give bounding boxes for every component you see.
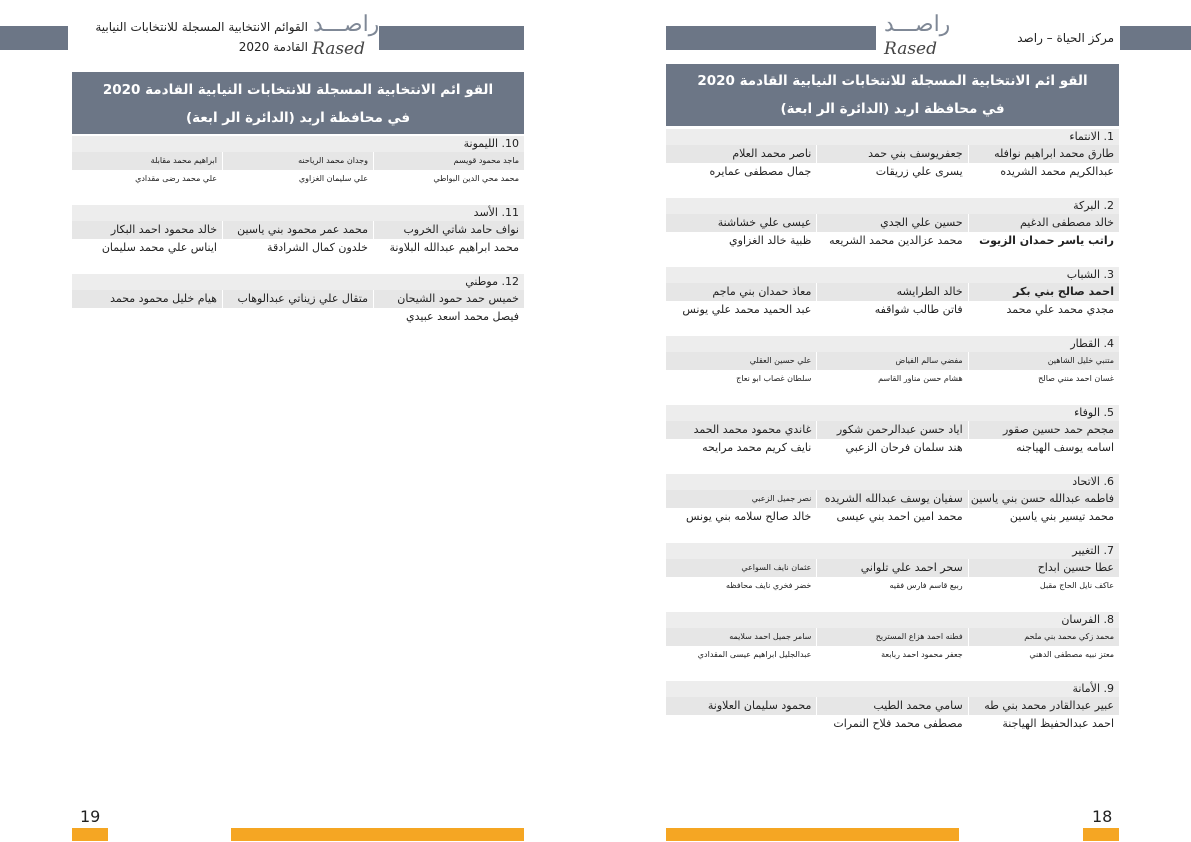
candidate-name: ايناس علي محمد سليمان	[101, 241, 217, 254]
candidate-row	[666, 715, 1119, 733]
candidate-name: احمد عبدالحفيظ الهياجنة	[968, 715, 1119, 733]
left-page-number: 19	[80, 807, 101, 826]
party-list-title: 10. الليمونة	[72, 136, 524, 152]
candidate-name: فاطمه عبدالله حسن بني ياسين	[968, 490, 1119, 508]
candidate-row	[666, 559, 1119, 577]
candidate-name: مجدي محمد علي محمد	[968, 301, 1119, 319]
candidate-name: معتز نبيه مصطفى الدهني	[968, 646, 1119, 664]
candidate-name: عبدالجليل ابراهيم عيسى المقدادي	[697, 650, 812, 659]
party-list-title: 12. موطني	[72, 274, 524, 290]
left-logo-arabic: راصـــد	[313, 12, 380, 37]
candidate-name: طارق محمد ابراهيم نوافله	[968, 145, 1119, 163]
left-title-line2: في محافظة اربد (الدائرة الر ابعة)	[185, 110, 411, 126]
candidate-name: عاكف نايل الحاج مقبل	[968, 577, 1119, 595]
candidate-name: خالد الطرايشه	[816, 283, 967, 301]
candidate-name: عيسى علي خشاشنة	[717, 216, 812, 229]
candidate-name: ناصر محمد العلام	[732, 147, 812, 160]
candidate-name: محمد زكي محمد بني ملحم	[968, 628, 1119, 646]
candidate-name: فيصل محمد اسعد عبيدي	[373, 308, 524, 326]
candidate-name: هند سلمان فرحان الزعبي	[816, 439, 967, 457]
right-header-bar-left	[666, 26, 876, 50]
candidate-name: هشام حسن مناور القاسم	[816, 370, 967, 388]
party-list-block	[666, 612, 1119, 664]
candidate-row	[666, 145, 1119, 163]
candidate-name: ربيع قاسم فارس فقيه	[816, 577, 967, 595]
left-footer-bar-long	[231, 828, 524, 841]
candidate-name: راتب ياسر حمدان الزيوت	[968, 232, 1119, 250]
candidate-name: محمد عزالدين محمد الشريعه	[816, 232, 967, 250]
candidate-name: خلدون كمال الشرادقة	[222, 239, 373, 257]
candidate-name	[222, 308, 373, 326]
candidate-name: ماجد محمود قويسم	[373, 152, 524, 170]
right-footer-bar-long	[666, 828, 959, 841]
candidate-name: معاذ حمدان بني ماجم	[712, 285, 812, 298]
candidate-row	[666, 490, 1119, 508]
candidate-row	[666, 628, 1119, 646]
party-list-title: 5. الوفاء	[666, 405, 1119, 421]
candidate-name: متنبي خليل الشاهين	[968, 352, 1119, 370]
candidate-name: عثمان نايف السواعي	[741, 563, 812, 572]
candidate-name	[72, 308, 222, 326]
candidate-name: خميس حمد حمود الشيحان	[373, 290, 524, 308]
candidate-name: فاتن طالب شواقفه	[816, 301, 967, 319]
candidate-name: ابراهيم محمد مقابلة	[150, 156, 217, 165]
candidate-name: محمد تيسير بني ياسين	[968, 508, 1119, 526]
party-list-block	[666, 543, 1119, 595]
party-list-title: 1. الانتماء	[666, 129, 1119, 145]
party-list-title: 11. الأسد	[72, 205, 524, 221]
candidate-name: اسامه يوسف الهياجنه	[968, 439, 1119, 457]
right-header-org: مركز الحياة – راصد	[1017, 31, 1114, 45]
party-list-block	[666, 129, 1119, 181]
candidate-row	[72, 152, 524, 170]
party-list-title: 9. الأمانة	[666, 681, 1119, 697]
candidate-name: خالد صالح سلامه بني يونس	[685, 510, 812, 523]
candidate-row	[72, 308, 524, 326]
candidate-name: حسين علي الجدي	[816, 214, 967, 232]
candidate-name: غسان احمد منني صالح	[968, 370, 1119, 388]
candidate-name: نواف حامد شاتي الخروب	[373, 221, 524, 239]
candidate-name: محمد ابراهيم عبدالله البلاونة	[373, 239, 524, 257]
candidate-row	[666, 283, 1119, 301]
candidate-row	[666, 370, 1119, 388]
candidate-name: محمد محي الدين البواطي	[373, 170, 524, 188]
left-title-box	[72, 72, 524, 134]
candidate-name: يسرى علي زريقات	[816, 163, 967, 181]
party-list-title: 6. الاتحاد	[666, 474, 1119, 490]
left-header-title-line1: القوائم الانتخابية المسجلة للانتخابات النيابية	[95, 20, 308, 34]
right-party-lists	[666, 129, 1119, 750]
candidate-row	[666, 301, 1119, 319]
left-logo-english: Rased	[312, 39, 365, 59]
candidate-name: علي سليمان الغزاوي	[222, 170, 373, 188]
right-title-line2: في محافظة اربد (الدائرة الر ابعة)	[780, 101, 1005, 117]
candidate-row	[666, 214, 1119, 232]
party-list-block	[666, 405, 1119, 457]
party-list-block	[666, 336, 1119, 388]
candidate-row	[72, 239, 524, 257]
candidate-name: سفيان يوسف عبدالله الشريده	[816, 490, 967, 508]
right-title-box	[666, 64, 1119, 126]
candidate-row	[666, 232, 1119, 250]
candidate-name: عبير عبدالقادر محمد بني طه	[968, 697, 1119, 715]
candidate-name: خالد محمود احمد البكار	[110, 223, 217, 236]
candidate-name: نصر جميل الزعبي	[751, 494, 812, 503]
candidate-row	[666, 646, 1119, 664]
candidate-name: عطا حسين ابداح	[968, 559, 1119, 577]
candidate-name: نايف كريم محمد مرايحه	[702, 441, 812, 454]
candidate-row	[72, 170, 524, 188]
candidate-name: عبدالكريم محمد الشريده	[968, 163, 1119, 181]
party-list-block	[72, 205, 524, 257]
right-title-line1: القو ائم الانتخابية المسجلة للانتخابات النيابية القادمة 2020	[697, 73, 1088, 89]
party-list-title: 8. الفرسان	[666, 612, 1119, 628]
candidate-row	[666, 352, 1119, 370]
candidate-name: جعفريوسف بني حمد	[816, 145, 967, 163]
candidate-name: عبد الحميد محمد علي يونس	[682, 303, 812, 316]
left-header-title-line2: القادمة 2020	[238, 40, 308, 54]
candidate-row	[666, 421, 1119, 439]
right-logo-arabic: راصـــد	[884, 12, 951, 37]
candidate-name: جعفر محمود احمد ربابعة	[816, 646, 967, 664]
candidate-name: سامر جميل احمد سلايمه	[729, 632, 812, 641]
party-list-block	[666, 198, 1119, 250]
candidate-name: مجحم حمد حسين صقور	[968, 421, 1119, 439]
candidate-name: متقال علي زيناتي عبدالوهاب	[222, 290, 373, 308]
candidate-name: مفضي سالم الفياض	[816, 352, 967, 370]
candidate-name: اياد حسن عبدالرحمن شكور	[816, 421, 967, 439]
candidate-name: خضر فخري نايف محافظه	[726, 581, 812, 590]
party-list-block	[72, 136, 524, 188]
party-list-title: 3. الشباب	[666, 267, 1119, 283]
left-footer-bar-small	[72, 828, 108, 841]
candidate-name: فطنه احمد هزاع المستريح	[816, 628, 967, 646]
candidate-row	[666, 577, 1119, 595]
candidate-name: جمال مصطفى عمايره	[709, 165, 812, 178]
candidate-name: محمد امين احمد بني عيسى	[816, 508, 967, 526]
right-logo-english: Rased	[884, 39, 937, 59]
left-header-bar-left	[0, 26, 68, 50]
right-page-number: 18	[1092, 807, 1113, 826]
candidate-name: علي حسين العقلي	[749, 356, 812, 365]
candidate-name	[666, 715, 816, 733]
candidate-name: احمد صالح بني بكر	[968, 283, 1119, 301]
candidate-name: وجدان محمد الرياحنه	[222, 152, 373, 170]
party-list-block	[666, 474, 1119, 526]
party-list-title: 2. البركة	[666, 198, 1119, 214]
party-list-block	[666, 267, 1119, 319]
right-header-bar-right	[1120, 26, 1191, 50]
left-title-line1: القو ائم الانتخابية المسجلة للانتخابات النيابية القادمة 2020	[102, 82, 494, 98]
party-list-block	[72, 274, 524, 326]
left-header-bar-right	[379, 26, 524, 50]
candidate-name: هيام خليل محمود محمد	[110, 292, 217, 305]
candidate-name: مصطفى محمد فلاح النمرات	[816, 715, 967, 733]
candidate-name: سلطان غصاب ابو نعاج	[736, 374, 812, 383]
candidate-name: سامي محمد الطيب	[816, 697, 967, 715]
candidate-name: خالد مصطفى الدغيم	[968, 214, 1119, 232]
candidate-name: سحر احمد علي تلواني	[816, 559, 967, 577]
candidate-name: محمود سليمان العلاونة	[707, 699, 812, 712]
candidate-row	[666, 163, 1119, 181]
candidate-row	[666, 439, 1119, 457]
right-footer-bar-small	[1083, 828, 1119, 841]
party-list-block	[666, 681, 1119, 733]
candidate-row	[72, 221, 524, 239]
candidate-row	[666, 697, 1119, 715]
candidate-name: ظبية خالد الغزاوي	[729, 234, 812, 247]
candidate-name: غاندي محمود محمد الحمد	[693, 423, 812, 436]
candidate-name: محمد عمر محمود بني ياسين	[222, 221, 373, 239]
party-list-title: 4. القطار	[666, 336, 1119, 352]
candidate-row	[666, 508, 1119, 526]
party-list-title: 7. التغيير	[666, 543, 1119, 559]
candidate-name: علي محمد رضى مقدادي	[135, 174, 217, 183]
candidate-row	[72, 290, 524, 308]
left-party-lists	[72, 136, 524, 343]
